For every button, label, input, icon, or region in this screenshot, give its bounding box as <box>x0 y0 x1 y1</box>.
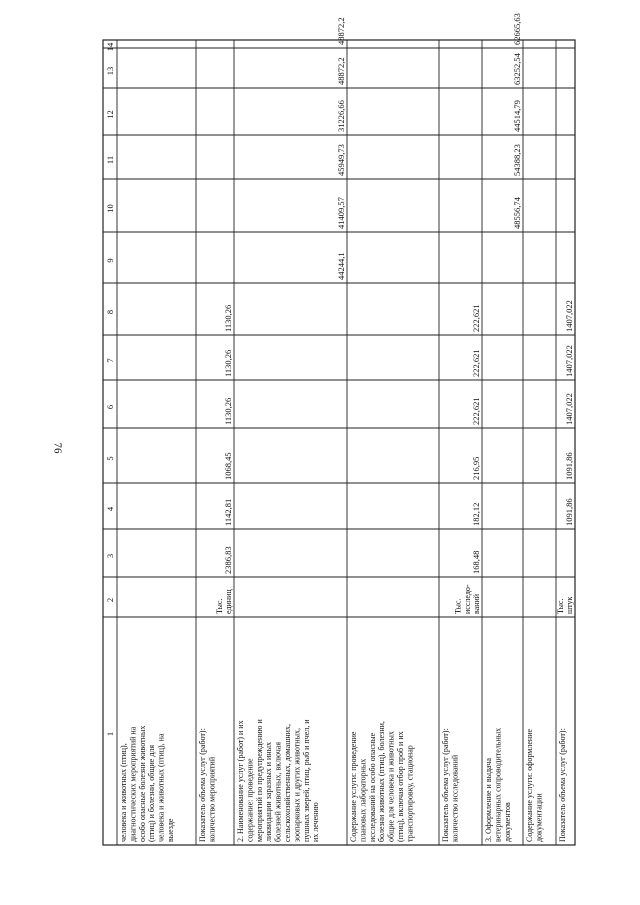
row-label-line: особо опасные болезни животных <box>137 725 147 842</box>
row-label-line: ветеринарных сопроводительных <box>493 727 503 842</box>
cell-value: 222,621 <box>471 397 481 425</box>
cell-value: 222,621 <box>471 349 481 377</box>
column-number: 2 <box>105 597 115 603</box>
cell-value: 216,95 <box>471 456 481 480</box>
row-label-line: документов <box>502 802 512 842</box>
cell-value: 48872,2 <box>336 17 346 45</box>
unit-label: Тыс. <box>453 598 463 614</box>
unit-label: Тыс. <box>214 598 224 614</box>
cell-value: 1068,45 <box>223 452 233 480</box>
page-number: 76 <box>51 442 64 454</box>
cell-value: 44244,1 <box>336 252 346 280</box>
unit-label: Тыс. <box>555 598 565 614</box>
row-label-line: выезде <box>166 818 175 842</box>
row-label-line: диагностических мероприятий на <box>128 726 138 842</box>
column-number: 1 <box>105 731 115 737</box>
row-label-line: болезни животных (птиц), болезни, <box>377 721 387 842</box>
column-number: 5 <box>105 456 115 461</box>
column-number: 8 <box>105 309 115 315</box>
cell-value: 48556,74 <box>512 197 522 229</box>
column-number: 14 <box>105 42 115 52</box>
cell-value: 41409,57 <box>336 197 346 229</box>
row-label-line: содержание: проведение <box>245 758 255 842</box>
unit-label: штук <box>565 596 574 614</box>
column-number: 4 <box>105 506 115 512</box>
cell-value: 48872,2 <box>336 57 346 85</box>
unit-label: ваний <box>472 593 481 614</box>
row-label-line: их лечению <box>311 802 321 842</box>
row-label-line: 3. Оформление и выдача <box>484 758 493 842</box>
column-number: 13 <box>105 66 115 76</box>
column-number: 12 <box>105 110 115 119</box>
row-label-line: Показатель объема услуг (работ): <box>558 728 567 842</box>
row-label-line: пушных зверей, птиц, рыб и пчел, и <box>301 719 311 842</box>
row-label-line: плановых лабораторных <box>358 758 368 842</box>
row-label-line: 2. Наименование услуг (работ) и их <box>236 720 245 842</box>
row-label-line: (птиц) и болезни, общие для <box>147 744 157 842</box>
column-number: 11 <box>105 155 115 165</box>
row-label-line: болезней животных, включая <box>273 741 283 842</box>
row-label-line: транспортировку, стационар <box>405 745 415 842</box>
cell-value: 1130,26 <box>223 397 233 425</box>
cell-value: 1091,86 <box>564 498 574 526</box>
column-number: 6 <box>105 404 115 410</box>
cell-value: 44514,79 <box>512 100 522 132</box>
row-label-line: сельскохозяйственных, домашних, <box>283 724 292 842</box>
cell-value: 1142,81 <box>223 498 233 526</box>
cell-value: 62665,63 <box>512 13 522 45</box>
column-number: 9 <box>105 258 115 263</box>
cell-value: 1130,26 <box>223 304 233 332</box>
row-label-line: (птиц), включая отбор проб и их <box>396 731 405 842</box>
row-label-line: количество мероприятий <box>207 756 217 842</box>
row-label-line: общие для человека и животных <box>386 731 396 842</box>
cell-value: 54388,23 <box>512 144 522 176</box>
cell-value: 222,621 <box>471 304 481 332</box>
column-number: 10 <box>105 204 115 213</box>
cell-value: 1407,022 <box>564 300 574 332</box>
cell-value: 31226,66 <box>336 100 346 132</box>
row-label-line: исследований на особо опасные <box>367 732 377 842</box>
row-label-line: ликвидации заразных и иных <box>264 742 274 842</box>
row-label-line: человека и животных (птиц), на <box>156 733 166 842</box>
row-label-line: количество исследований <box>450 754 460 842</box>
row-label-line: человека и животных (птиц), <box>119 743 128 842</box>
row-label-line: Показатель объема услуг (работ): <box>198 728 207 842</box>
column-number: 3 <box>105 553 115 559</box>
row-label-line: Содержание услуги: проведение <box>349 731 358 842</box>
row-label-line: зоопарковых и других животных, <box>292 728 302 842</box>
cell-value: 45949,73 <box>336 144 346 176</box>
unit-label: единиц <box>224 589 233 614</box>
cell-value: 63252,54 <box>512 53 522 85</box>
unit-label: исследо- <box>462 584 472 614</box>
row-label-line: мероприятий по предупреждению и <box>254 719 264 842</box>
cell-value: 1407,022 <box>564 345 574 377</box>
cell-value: 1130,26 <box>223 349 233 377</box>
cell-value: 1407,022 <box>564 393 574 425</box>
cell-value: 168,48 <box>471 550 481 574</box>
row-label-line: Показатель объема услуг (работ): <box>441 728 450 842</box>
cell-value: 182,12 <box>471 502 481 526</box>
cell-value: 2386,83 <box>223 546 233 574</box>
cell-value: 1091,86 <box>564 452 574 480</box>
row-label-line: Содержание услуги: оформление <box>525 728 534 842</box>
row-label-line: документации <box>534 793 544 842</box>
column-number: 7 <box>105 358 115 363</box>
